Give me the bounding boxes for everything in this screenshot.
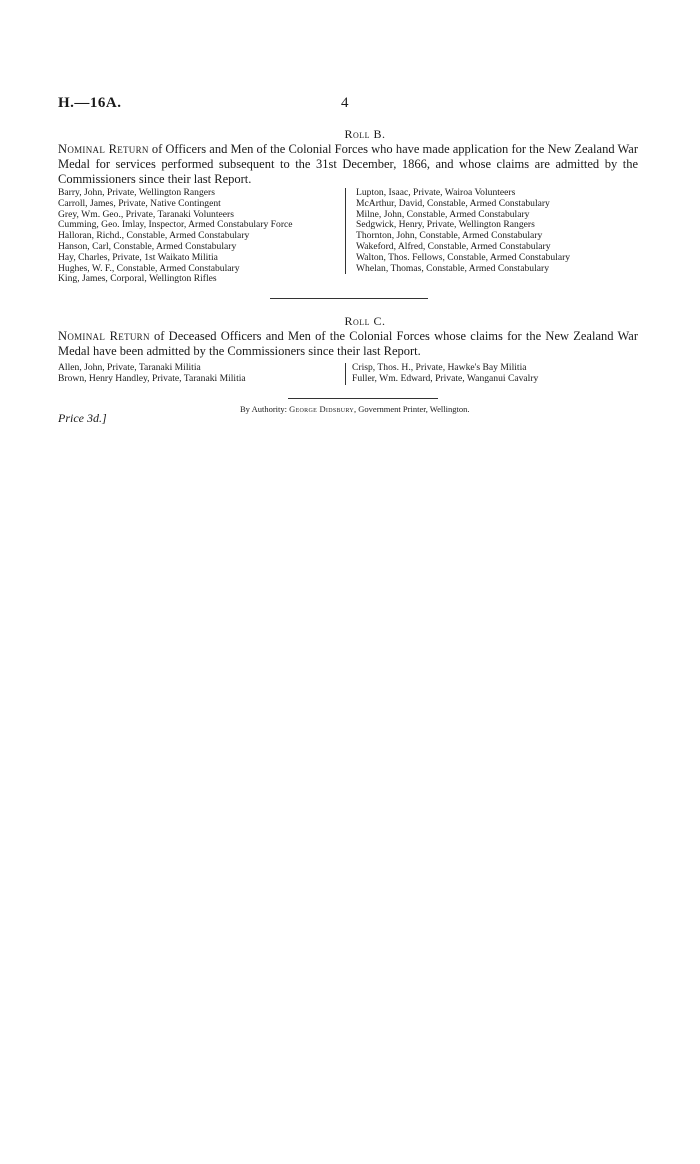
roll-b-right-column <box>345 188 635 274</box>
list-item: Carroll, James, Private, Native Contingent <box>58 197 221 209</box>
roll-b-title: Roll B. <box>344 127 386 141</box>
list-item: Brown, Henry Handley, Private, Taranaki Militia <box>58 372 246 384</box>
list-item: Walton, Thos. Fellows, Constable, Armed Constabulary <box>356 251 571 263</box>
list-item: Hughes, W. F., Constable, Armed Constabulary <box>58 262 240 274</box>
imprint-prefix: By Authority: <box>240 404 290 414</box>
list-item: McArthur, David, Constable, Armed Constabulary <box>356 197 550 209</box>
list-item: Sedgwick, Henry, Private, Wellington Rangers <box>356 219 535 231</box>
roll-c-intro-paragraph <box>58 329 638 359</box>
page-number: 4 <box>341 95 349 111</box>
roll-b-lead-words: Nominal Return <box>58 142 149 156</box>
printer-imprint <box>240 404 470 414</box>
list-item: King, James, Corporal, Wellington Rifles <box>58 273 217 285</box>
roll-b-intro-text: of Officers and Men of the Colonial Forces who have made application for the New Zealand War Medal for services performed subsequent to the 31st December, 1866, and whose claims are admitted by the Commissioners since their last Report. <box>58 142 638 186</box>
list-item: Hanson, Carl, Constable, Armed Constabulary <box>58 240 237 252</box>
roll-c-right-column <box>345 363 635 385</box>
list-item: Fuller, Wm. Edward, Private, Wanganui Cavalry <box>352 372 539 384</box>
list-item: Allen, John, Private, Taranaki Militia <box>58 362 201 373</box>
roll-c-left-column <box>58 363 340 385</box>
section-divider <box>270 298 428 299</box>
list-item: Lupton, Isaac, Private, Wairoa Volunteers <box>356 187 516 198</box>
roll-c-title: Roll C. <box>344 314 386 328</box>
list-item: Thornton, John, Constable, Armed Constabulary <box>356 230 543 242</box>
list-item: Milne, John, Constable, Armed Constabulary <box>356 208 530 220</box>
list-item: Cumming, Geo. Imlay, Inspector, Armed Constabulary Force <box>58 219 293 231</box>
printer-name: George Didsbury <box>289 404 355 414</box>
list-item: Wakeford, Alfred, Constable, Armed Constabulary <box>356 240 551 252</box>
list-item: Hay, Charles, Private, 1st Waikato Militia <box>58 251 218 263</box>
imprint-suffix: , Government Printer, Wellington. <box>354 404 470 414</box>
list-item: Whelan, Thomas, Constable, Armed Constabulary <box>356 262 549 274</box>
list-item: Grey, Wm. Geo., Private, Taranaki Volunteers <box>58 208 234 220</box>
list-item: Crisp, Thos. H., Private, Hawke's Bay Militia <box>352 362 527 373</box>
price-label: Price 3d.] <box>58 411 107 425</box>
roll-c-lead-words: Nominal Return <box>58 329 150 343</box>
roll-b-intro-paragraph <box>58 142 638 187</box>
roll-b-left-column <box>58 188 340 285</box>
document-reference: H.—16A. <box>58 95 122 111</box>
list-item: Barry, John, Private, Wellington Rangers <box>58 187 215 198</box>
list-item: Halloran, Richd., Constable, Armed Constabulary <box>58 230 250 242</box>
footer-divider <box>288 398 438 399</box>
roll-c-intro-text: of Deceased Officers and Men of the Colonial Forces whose claims for the New Zealand War Medal have been admitted by the Commissioners since their last Report. <box>58 329 639 358</box>
